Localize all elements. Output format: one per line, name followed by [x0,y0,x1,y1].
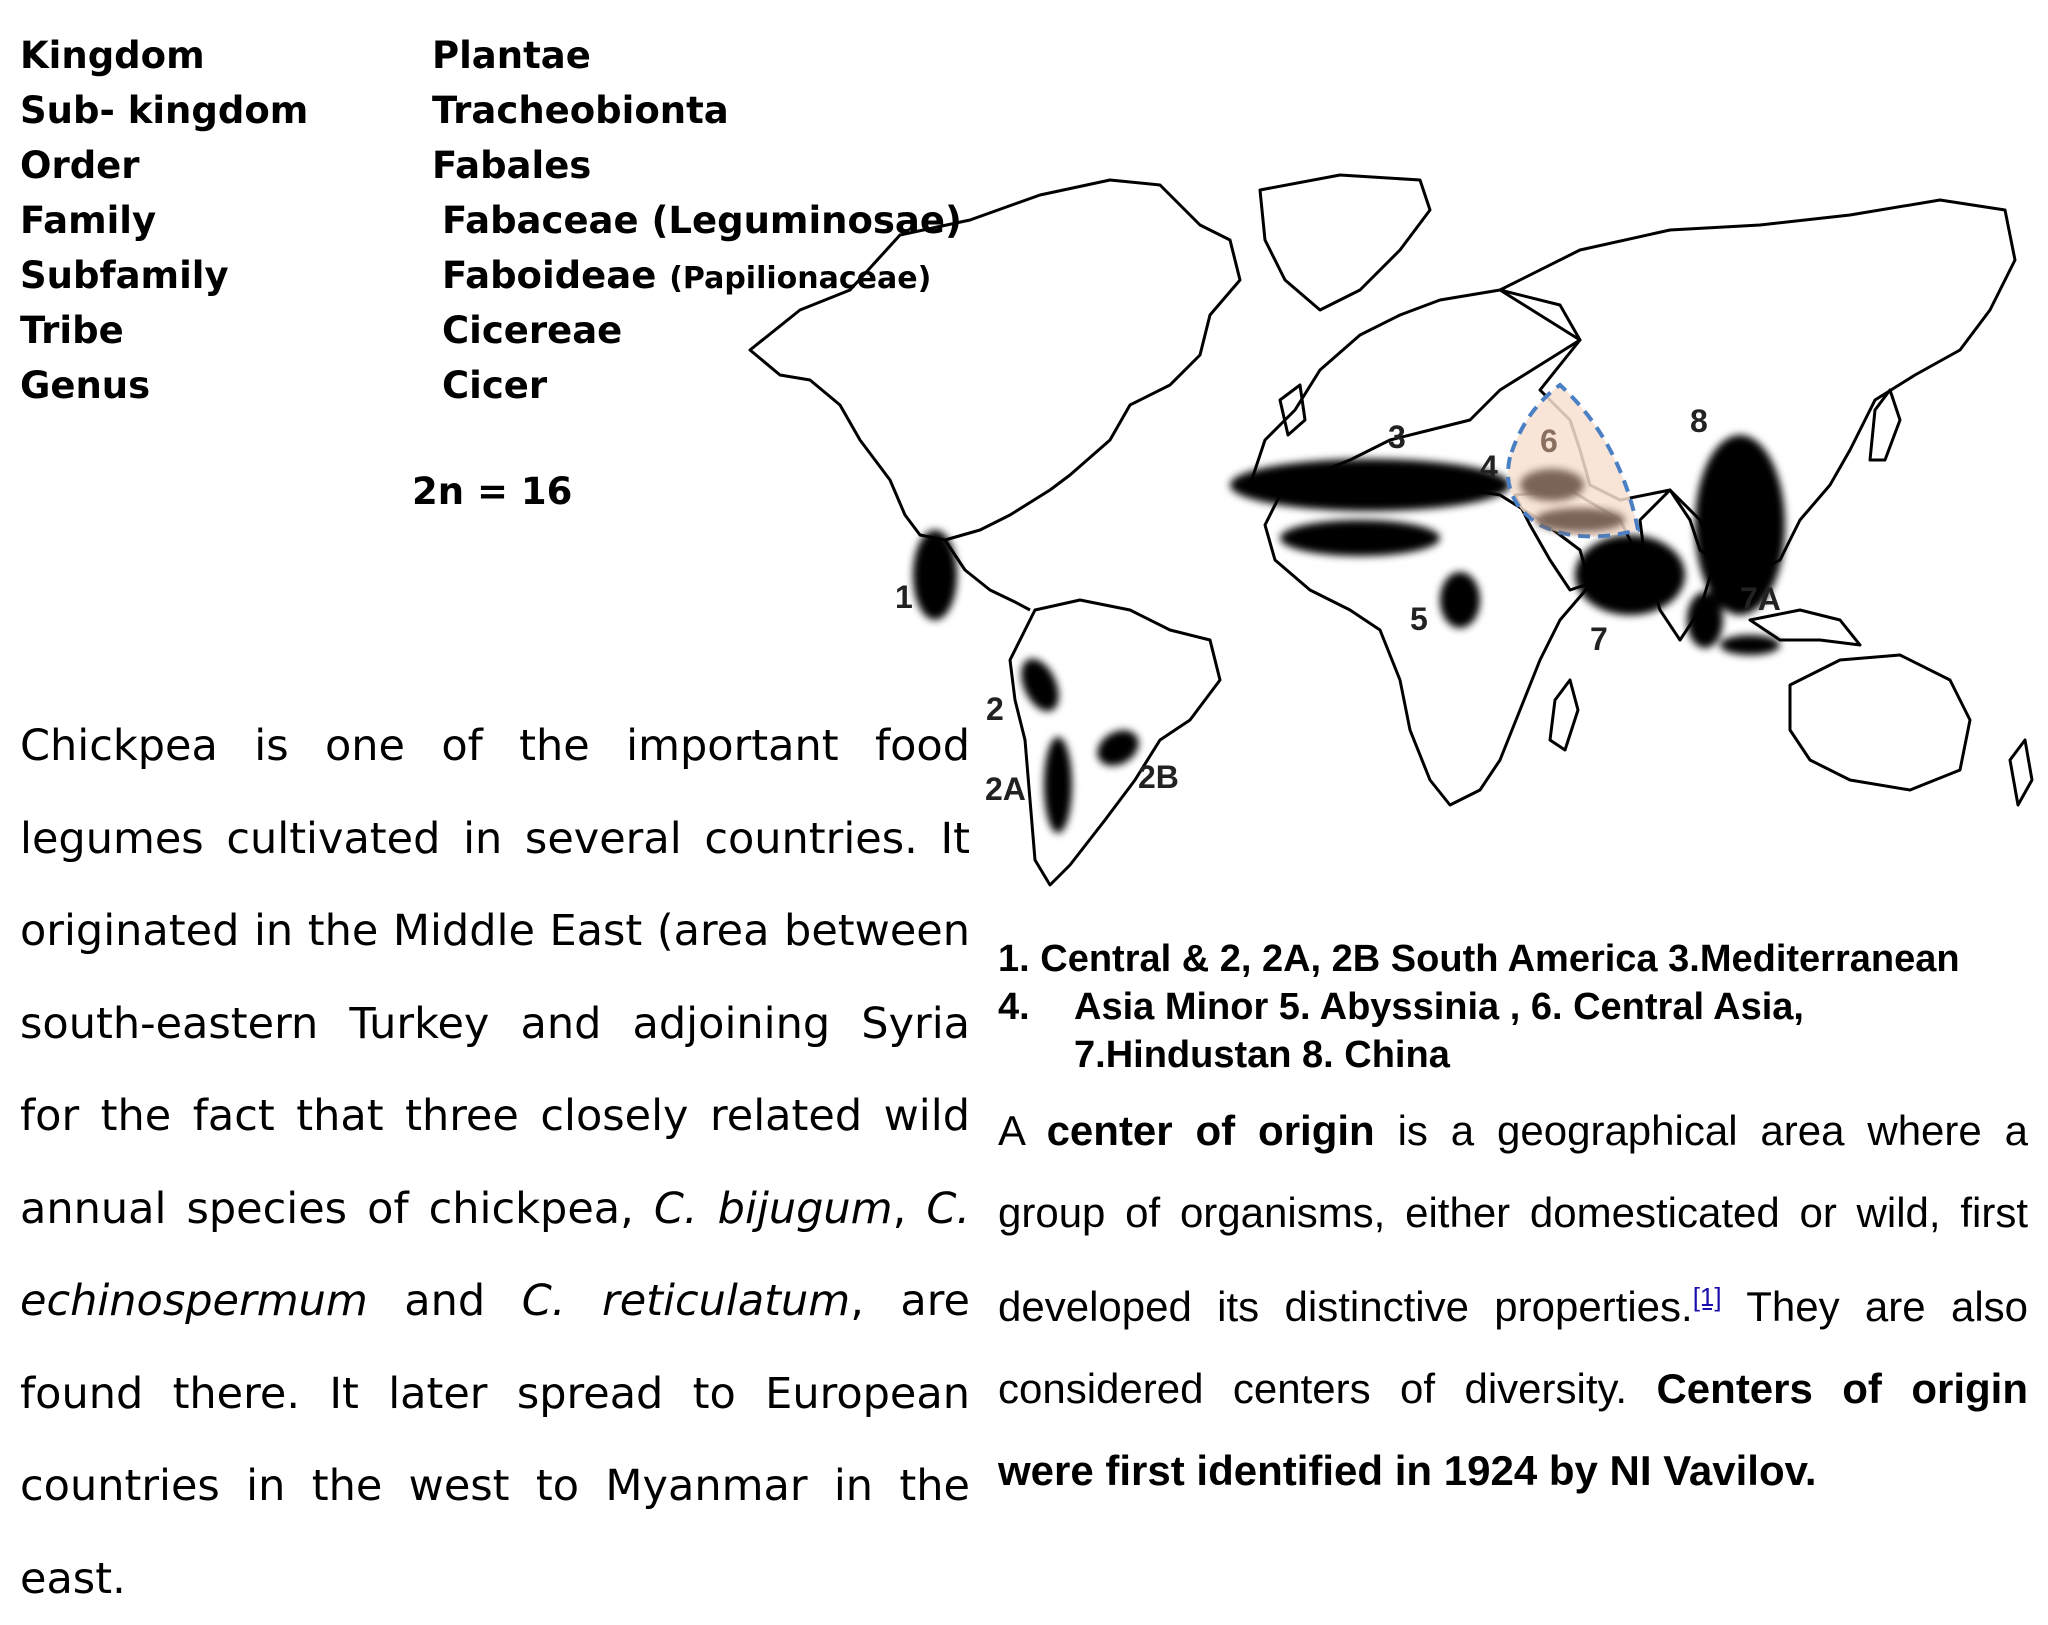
australia-outline [1790,655,1970,790]
madagascar-outline [1550,680,1578,750]
taxonomy-value: Fabales [432,144,592,187]
paragraph-text: A [998,1107,1047,1154]
map-label-7a: 7A [1740,581,1781,617]
legend-text: Asia Minor 5. Abyssinia , 6. Central Asia, [1074,986,1804,1028]
centre-2a-region [1044,737,1072,833]
legend-number: 4. [998,986,1030,1028]
taxonomy-value: Faboideae [442,254,670,297]
centre-3-africa-region [1280,520,1440,556]
paragraph-text: , [892,1183,927,1234]
reference-link[interactable]: [1] [1692,1282,1722,1312]
taxonomy-value: Cicereae [442,309,623,352]
taxonomy-synonym: (Papilionaceae) [669,261,932,296]
bold-term: center of origin [1046,1107,1375,1154]
legend-line [998,983,1960,1031]
map-label-2b: 2B [1138,759,1179,795]
species-name: C. echinospermum [20,1183,971,1326]
taxonomy-value: Plantae [432,34,591,77]
map-label-3: 3 [1388,419,1406,455]
taxonomy-rank: Kingdom [20,34,205,77]
centre-6-region [1520,469,1584,501]
centre-5-region [1440,572,1480,628]
species-name: C. reticulatum [521,1276,851,1326]
centre-1-region [913,530,957,620]
new-zealand-outline [2010,740,2032,805]
paragraph-text: Chickpea is one of the important food legumes cultivated in several countries. It originated in the Middle East (area between south-eastern Turkey and adjoining Syria for the fact that three closely related wild annual species of chickpea, [20,721,970,1234]
legend-line: 7.Hindustan 8. China [1074,1034,1450,1076]
taxonomy-value: Fabaceae (Leguminosae) [442,199,962,242]
centre-2b-region [1091,723,1145,773]
centre-7a-region [1687,592,1723,648]
taxonomy-rank: Order [20,144,140,187]
centre-7-region [1575,535,1685,615]
map-label-5: 5 [1410,601,1428,637]
map-label-2a: 2A [985,771,1026,807]
map-label-8: 8 [1690,403,1708,439]
map-label-2: 2 [986,691,1004,727]
map-label-4: 4 [1480,449,1498,485]
center-of-origin-paragraph [998,1090,2028,1512]
british-isles-outline [1280,385,1305,435]
taxonomy-rank: Tribe [20,309,124,352]
paragraph-text: They are also considered centers of diversity. [998,1283,2029,1412]
legend-line: 1. Central & 2, 2A, 2B South America 3.Mediterranean [998,938,1960,980]
map-label-7: 7 [1590,621,1608,657]
centre-6-highlight [1508,385,1638,536]
species-name: C. bijugum [653,1183,893,1234]
reference-sup [1693,1275,1722,1314]
taxonomy-rank: Sub- kingdom [20,89,309,132]
chromosome-number: 2n = 16 [412,470,573,513]
taxonomy-value: Cicer [442,364,548,407]
taxonomy-rank: Genus [20,364,151,407]
map-label-1: 1 [895,579,913,615]
paragraph-text: , are found there. It later spread to European countries in the west to Myanmar in the east. [20,1276,970,1604]
central-america-outline [945,540,1030,610]
taxonomy-rank: Family [20,199,157,242]
map-legend [998,935,1960,1079]
taxonomy-value: Tracheobionta [432,89,729,132]
greenland-outline [1260,175,1430,310]
paragraph-text: and [367,1276,522,1326]
paragraph-text: is a geographical area where a group of organisms, either domesticated or wild, first developed its distinctive properties. [998,1107,2028,1330]
centre-2-region [1014,653,1067,717]
chickpea-origin-paragraph [20,700,970,1625]
north-america-outline [750,180,1240,540]
map-label-6: 6 [1540,423,1558,459]
centre-7a-islands-region [1720,635,1780,655]
taxonomy-rank: Subfamily [20,254,229,297]
bold-statement: Centers of origin were first identified in 1924 by NI Vavilov. [998,1365,2028,1494]
centre-6-south-region [1535,508,1625,532]
centre-3-region [1230,459,1510,511]
